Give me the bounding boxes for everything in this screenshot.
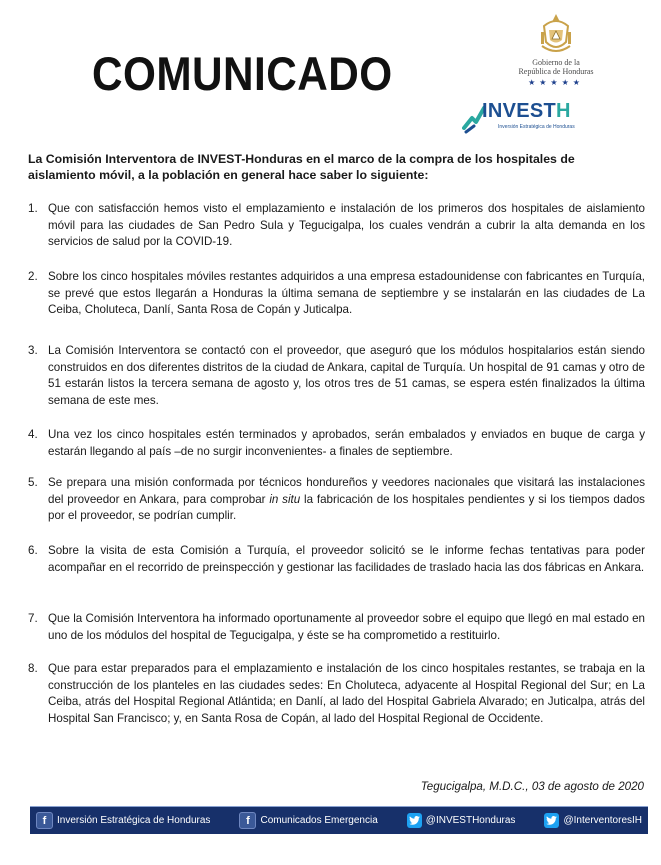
list-number: 1.: [28, 202, 38, 215]
invest-name: INVEST: [482, 100, 557, 122]
footer-twitter-link[interactable]: [544, 813, 642, 828]
list-number: 2.: [28, 270, 38, 283]
footer-link-label: @INVESTHonduras: [425, 815, 516, 826]
list-number: 7.: [28, 612, 38, 625]
list-text-emphasis: in situ: [269, 492, 301, 506]
invest-h: H: [556, 100, 571, 122]
facebook-icon: f: [239, 812, 256, 829]
gov-line-1: Gobierno de la: [532, 58, 580, 67]
list-text: Que con satisfacción hemos visto el emplazamiento e instalación de los primeros dos hospitales de aislamiento móvil para las ciudades de San Pedro Sula y Tegucigalpa, los cuales vendrán a cubrir la alta demanda en los servicios de salud por la COVID-19.: [48, 202, 645, 248]
list-text-pre: Se prepara una misión conformada por técnicos hondureños y veedores nacionales que visitará las instalaciones del proveedor en Ankara, para comprobar: [48, 476, 645, 506]
twitter-icon: [407, 813, 422, 828]
invest-wordmark: [482, 100, 571, 123]
list-item: [28, 427, 648, 460]
list-number: 6.: [28, 544, 38, 557]
footer-link-label: @InterventoresIH: [563, 815, 642, 826]
invest-subtitle: Inversión Estratégica de Honduras: [498, 124, 575, 130]
list-text: La Comisión Interventora se contactó con el proveedor, que aseguró que los módulos hospitalarios están siendo construidos en dos diferentes distritos de la ciudad de Ankara, capital de Turquía. Un hospital de 91 camas y otro de 51 estarán listos la tercera semana de agosto y, los otros tres de 51 camas, se espera estén finalizados la última semana de este mes.: [48, 344, 645, 407]
footer-facebook-link[interactable]: [36, 812, 210, 829]
list-text: Sobre la visita de esta Comisión a Turquía, el proveedor solicitó se le informe fechas tentativas para poder acompañar en el recorrido de preinspección y gestionar las facilidades de traslado hacia las dos fábricas en Ankara.: [48, 544, 645, 574]
page-title: COMUNICADO: [92, 47, 393, 100]
list-text-post: la fabricación de los hospitales pendientes y si los tiempos dados por el proveedor, se podrían cumplir.: [48, 492, 645, 522]
invest-logo: [462, 100, 592, 136]
footer-link-label: Inversión Estratégica de Honduras: [57, 815, 211, 826]
list-number: 3.: [28, 344, 38, 357]
gov-stars: ★★★★★: [528, 78, 584, 87]
list-text: Sobre los cinco hospitales móviles restantes adquiridos a una empresa estadounidense con fabricantes en Turquía, se prevé que estos llegarán a Honduras la última semana de septiembre y se instalarán en las ciudades de La Ceiba, Choluteca, Danlí, Santa Rosa de Copán y Juticalpa.: [48, 270, 645, 316]
list-text: Una vez los cinco hospitales estén terminados y aprobados, serán embalados y enviados en buque de carga y estarán llegando al país –de no surgir inconvenientes- a finales de septiembre.: [48, 428, 645, 458]
social-footer: [30, 806, 648, 834]
list-text: Que la Comisión Interventora ha informado oportunamente al proveedor sobre el equipo que llegó en mal estado en uno de los módulos del hospital de Tegucigalpa, y éste se ha comprometido a restituirlo.: [48, 612, 645, 642]
date-line: Tegucigalpa, M.D.C., 03 de agosto de 2020: [420, 780, 644, 793]
list-item: [28, 269, 648, 319]
footer-twitter-link[interactable]: [407, 813, 516, 828]
list-item: [28, 201, 648, 251]
twitter-icon: [544, 813, 559, 828]
gov-line-2: República de Honduras: [518, 67, 594, 76]
government-logo: [500, 12, 612, 87]
list-text: Que para estar preparados para el emplazamiento e instalación de los cinco hospitales restantes, se trabaja en la construcción de los planteles en las ciudades sedes: En Choluteca, adyacente al Hospital Regional del Sur; en La Ceiba, atrás del Hospital Regional Atlántida; en Danlí, al lado del Hospital Gabriela Alvarado; en Juticalpa, atrás del Hospital San Francisco; y, en Santa Rosa de Copán, al lado del Hospital Regional de Occidente.: [48, 662, 645, 725]
list-item: [28, 475, 648, 525]
footer-link-label: Comunicados Emergencia: [260, 815, 378, 826]
coat-of-arms-icon: [536, 12, 576, 58]
list-number: 8.: [28, 662, 38, 675]
list-item: [28, 543, 648, 576]
list-text: [48, 475, 645, 525]
facebook-icon: f: [36, 812, 53, 829]
list-item: [28, 611, 648, 644]
footer-facebook-link[interactable]: [239, 812, 377, 829]
intro-paragraph: La Comisión Interventora de INVEST-Honduras en el marco de la compra de los hospitales de aislamiento móvil, a la población en general hace saber lo siguiente:: [28, 152, 575, 182]
list-number: 4.: [28, 428, 38, 441]
list-item: [28, 343, 648, 409]
list-number: 5.: [28, 476, 38, 489]
list-item: [28, 661, 648, 727]
